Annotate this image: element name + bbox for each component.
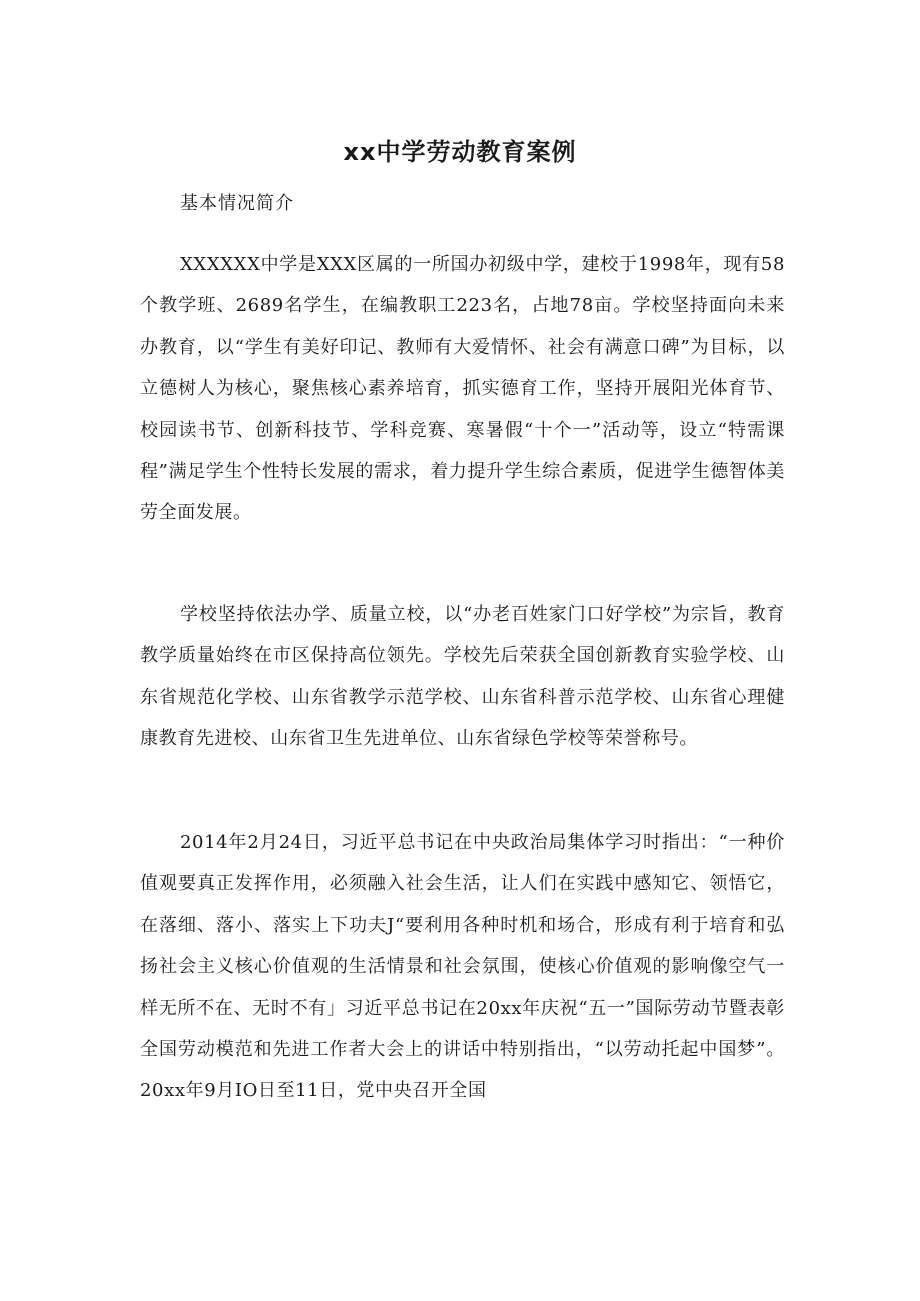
paragraph-policy-background: 2014年2月24日，习近平总书记在中央政治局集体学习时指出：“一种价值观要真正发挥作用，必须融入社会生活，让人们在实践中感知它、领悟它，在落细、落小、落实上下功夫J“要利用各种时机和场合，形成有利于培育和弘扬社会主义核心价值观的生活情景和社会氛围，使核心价值观的影响像空气一样无所不在、无时不有」习近平总书记在20xx年庆祝“五一”国际劳动节暨表彰全国劳动模范和先进工作者大会上的讲话中特别指出，“以劳动托起中国梦”。20xx年9月IO日至11日，党中央召开全国: [140, 832, 785, 1102]
document-title: xx中学劳动教育案例: [343, 138, 577, 166]
paragraph-school-honors: 学校坚持依法办学、质量立校，以“办老百姓家门口好学校”为宗旨，教育教学质量始终在市区保持高位领先。学校先后荣获全国创新教育实验学校、山东省规范化学校、山东省教学示范学校、山东省科普示范学校、山东省心理健康教育先进校、山东省卫生先进单位、山东省绿色学校等荣誉称号。: [140, 604, 785, 750]
paragraph-school-overview: XXXXXX中学是XXX区属的一所国办初级中学，建校于1998年，现有58个教学班、2689名学生，在编教职工223名，占地78亩。学校坚持面向未来办教育，以“学生有美好印记、教师有大爱情怀、社会有满意口碑”为目标，以立德树人为核心，聚焦核心素养培育，抓实德育工作，坚持开展阳光体育节、校园读书节、创新科技节、学科竞赛、寒暑假“十个一”活动等，设立“特需课程”满足学生个性特长发展的需求，着力提升学生综合素质，促进学生德智体美劳全面发展。: [140, 254, 785, 524]
section-heading: 基本情况简介: [180, 193, 294, 214]
